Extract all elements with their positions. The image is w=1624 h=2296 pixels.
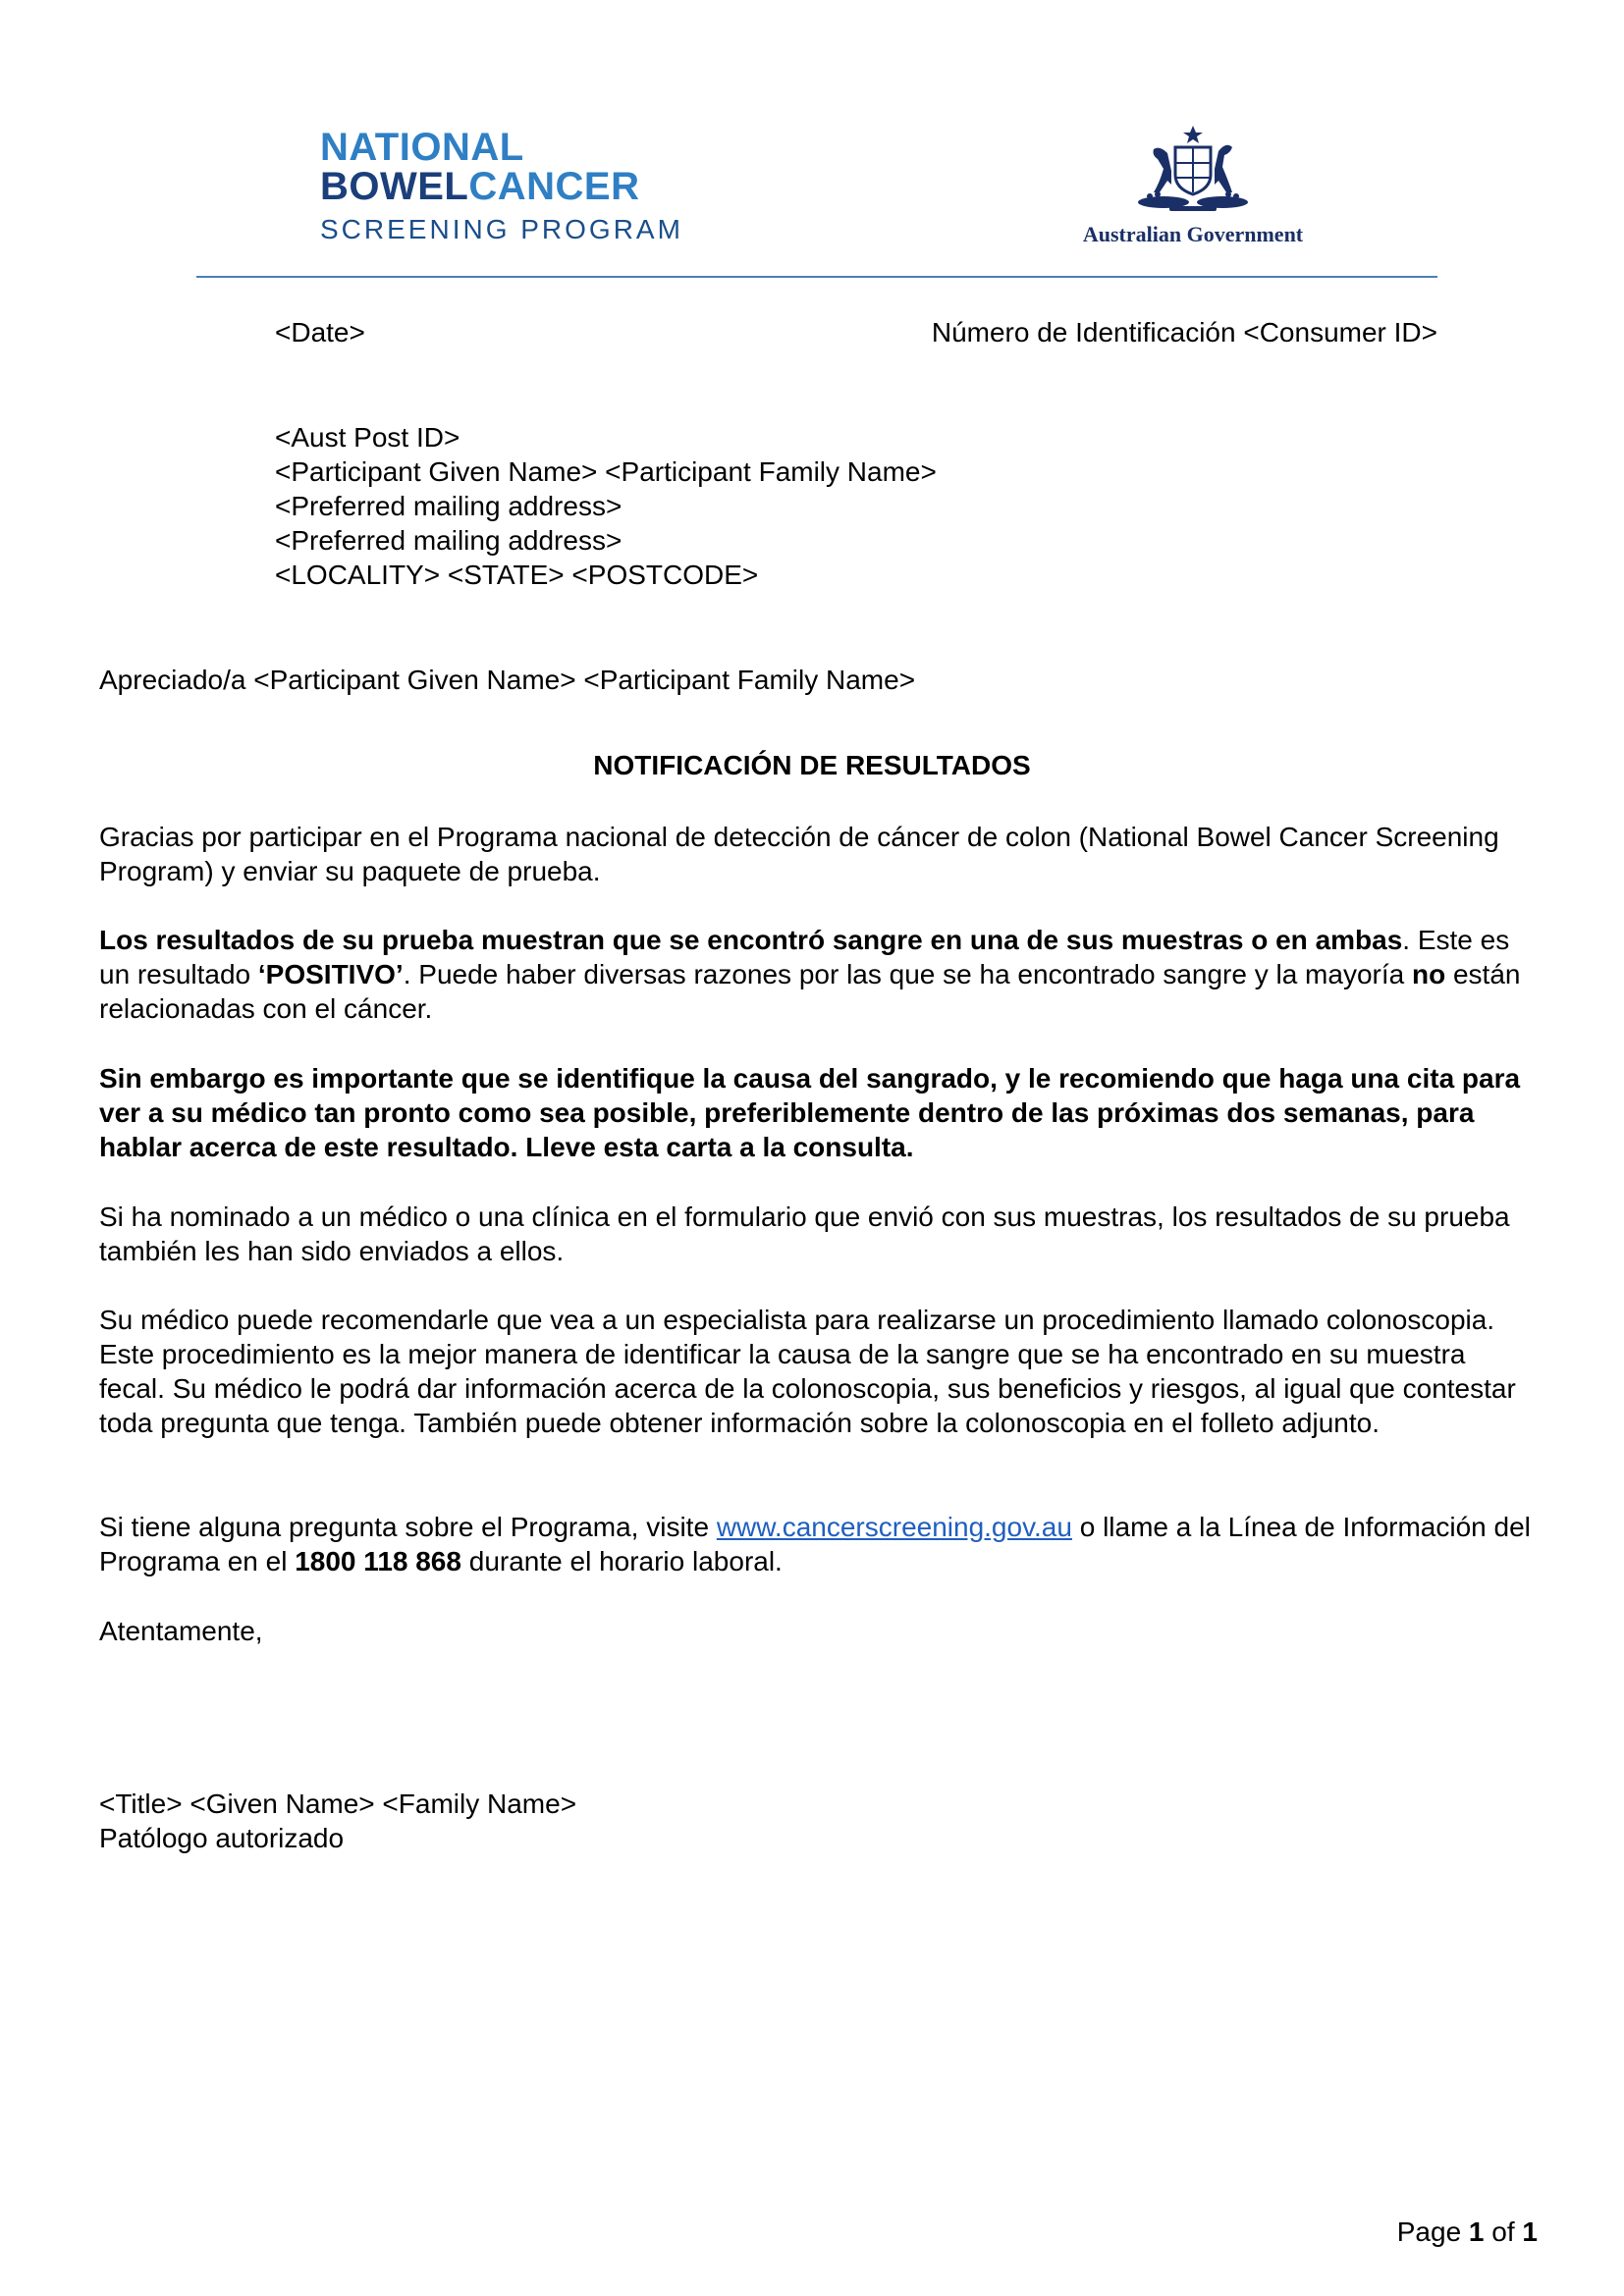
contact-text: o llame a la Línea de Información del Programa en el: [99, 1512, 1531, 1576]
result-no: no: [1411, 959, 1446, 989]
program-logo: [320, 128, 683, 245]
contact-text: Si tiene alguna pregunta sobre el Programa, visite: [99, 1512, 717, 1542]
consumer-id: Número de Identificación <Consumer ID>: [931, 317, 1437, 347]
paragraph-thanks: Gracias por participar en el Programa nacional de detección de cáncer de colon (National Bowel Cancer Screening Program) y enviar su paquete de prueba.: [99, 822, 1499, 886]
page-current: 1: [1468, 2216, 1485, 2247]
result-text: . Puede haber diversas razones por las que se ha encontrado sangre y la mayoría: [403, 959, 1412, 989]
paragraph-result: [99, 923, 1533, 1026]
logo-line-national: NATIONAL: [320, 126, 524, 169]
result-bold-statement: Los resultados de su prueba muestran que se encontró sangre en una de sus muestras o en ambas: [99, 925, 1403, 955]
signature-role: Patólogo autorizado: [99, 1823, 345, 1853]
result-text: . Este es un resultado: [99, 925, 1510, 989]
address-line: <Preferred mailing address>: [275, 491, 623, 521]
paragraph-doctor-notified: Si ha nominado a un médico o una clínica en el formulario que envió con sus muestras, los resultados de su prueba también les han sido enviados a ellos.: [99, 1201, 1510, 1266]
government-logo-text: Australian Government: [1082, 222, 1304, 246]
header-divider: [196, 276, 1437, 278]
closing: Atentamente,: [99, 1616, 263, 1646]
paragraph-recommendation: Sin embargo es importante que se identifique la causa del sangrado, y le recomiendo que haga una cita para ver a su médico tan pronto como sea posible, preferiblemente dentro de las próximas dos semanas, para hablar acerca de este resultado. Lleve esta carta a la consulta.: [99, 1063, 1521, 1162]
coat-of-arms-icon: [1124, 124, 1262, 214]
result-positive: ‘POSITIVO’: [257, 959, 404, 989]
letter-date: <Date>: [275, 317, 365, 347]
address-line: <Preferred mailing address>: [275, 525, 623, 556]
contact-text: durante el horario laboral.: [460, 1546, 783, 1576]
address-line: <Participant Given Name> <Participant Family Name>: [275, 456, 937, 487]
letter-title: NOTIFICACIÓN DE RESULTADOS: [593, 750, 1031, 780]
paragraph-colonoscopy: Su médico puede recomendarle que vea a un especialista para realizarse un procedimiento llamado colonoscopia. Este procedimiento es la mejor manera de identificar la causa de la sangre que se ha encontrado en su muestra fecal. Su médico le podrá dar información acerca de la colonoscopia, sus beneficios y riesgos, al igual que contestar toda pregunta que tenga. También puede obtener información sobre la colonoscopia en el folleto adjunto.: [99, 1305, 1516, 1438]
result-text: están relacionadas con el cáncer.: [99, 959, 1521, 1024]
logo-word-bowel: BOWEL: [320, 165, 469, 208]
salutation: Apreciado/a <Participant Given Name> <Participant Family Name>: [99, 665, 916, 695]
signature-name: <Title> <Given Name> <Family Name>: [99, 1789, 577, 1819]
address-line: <Aust Post ID>: [275, 422, 460, 453]
program-phone-number: 1800 118 868: [295, 1546, 461, 1576]
page-of-word: of: [1484, 2216, 1523, 2247]
program-website-link[interactable]: www.cancerscreening.gov.au: [716, 1512, 1072, 1542]
logo-line-screening-program: SCREENING PROGRAM: [320, 214, 683, 244]
page-total: 1: [1522, 2216, 1538, 2247]
logo-word-cancer: CANCER: [468, 165, 640, 208]
page-number: [1397, 2216, 1538, 2248]
page-word: Page: [1396, 2216, 1469, 2247]
paragraph-contact: [99, 1510, 1533, 1578]
logo-line-bowel-cancer: [320, 167, 683, 206]
address-line: <LOCALITY> <STATE> <POSTCODE>: [275, 560, 759, 590]
government-logo: [1065, 124, 1321, 251]
